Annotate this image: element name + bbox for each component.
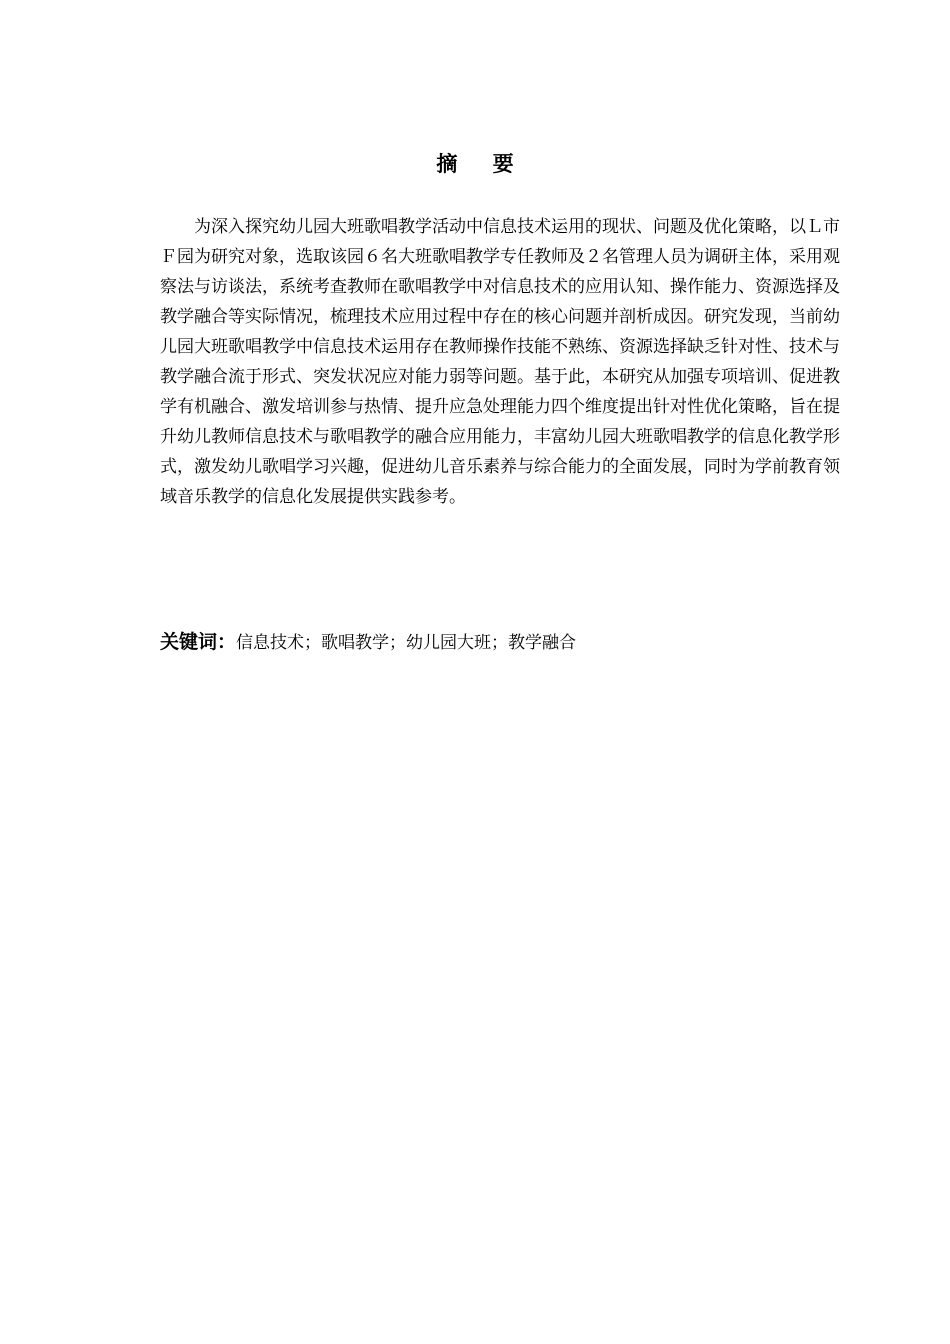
- keywords-text: 信息技术；歌唱教学；幼儿园大班；教学融合: [236, 633, 577, 653]
- keywords-label: 关键词：: [160, 631, 237, 653]
- abstract-heading: 摘 要: [436, 152, 528, 176]
- abstract-body: 为深入探究幼儿园大班歌唱教学活动中信息技术运用的现状、问题及优化策略，以Ｌ市Ｆ园为研究对象，选取该园６名大班歌唱教学专任教师及２名管理人员为调研主体，采用观察法与访谈法，系统考查教师在歌唱教学中对信息技术的应用认知、操作能力、资源选择及教学融合等实际情况，梳理技术应用过程中存在的核心问题并剖析成因。研究发现，当前幼儿园大班歌唱教学中信息技术运用存在教师操作技能不熟练、资源选择缺乏针对性、技术与教学融合流于形式、突发状况应对能力弱等问题。基于此，本研究从加强专项培训、促进教学有机融合、激发培训参与热情、提升应急处理能力四个维度提出针对性优化策略，旨在提升幼儿教师信息技术与歌唱教学的融合应用能力，丰富幼儿园大班歌唱教学的信息化教学形式，激发幼儿歌唱学习兴趣，促进幼儿音乐素养与综合能力的全面发展，同时为学前教育领域音乐教学的信息化发展提供实践参考。: [160, 217, 840, 507]
- keywords-line: [160, 628, 840, 657]
